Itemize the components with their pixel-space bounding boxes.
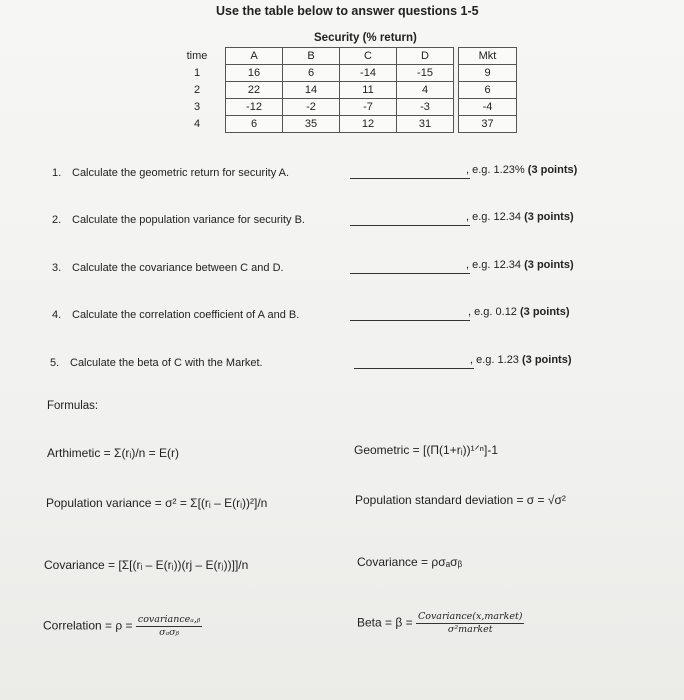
answer-blank-1[interactable] (350, 177, 470, 179)
beta-prefix: Beta = β = (357, 615, 413, 630)
answer-example-3 (466, 259, 574, 271)
answer-blank-4[interactable] (350, 319, 470, 321)
points-label: (3 points) (524, 259, 574, 271)
question-number: 4. (52, 309, 62, 321)
question-number: 1. (52, 167, 62, 179)
question-number: 2. (52, 214, 62, 226)
table-cell: 11 (340, 82, 397, 99)
answer-example-5 (470, 354, 572, 366)
column-header: D (397, 48, 454, 65)
returns-table (225, 47, 517, 133)
table-group-header: Security (% return) (314, 32, 417, 44)
table-cell: 4 (397, 82, 454, 99)
time-period: 2 (193, 84, 201, 96)
example-text: , e.g. 12.34 (466, 211, 522, 223)
example-text: , e.g. 12.34 (466, 259, 522, 271)
beta-numerator: Covariance(x,market) (417, 611, 523, 622)
answer-example-1 (466, 164, 577, 176)
table-cell: -7 (340, 99, 397, 116)
table-cell: -4 (459, 99, 517, 116)
table-header-row (226, 48, 517, 65)
answer-example-4 (468, 306, 570, 318)
example-text: , e.g. 1.23% (466, 164, 525, 176)
table-cell: 37 (459, 116, 517, 133)
beta-denominator: σ²market (447, 624, 493, 635)
table-cell: -3 (397, 99, 454, 116)
column-header: B (283, 48, 340, 65)
example-text: , e.g. 1.23 (470, 354, 519, 366)
table-cell: 6 (459, 82, 517, 99)
table-cell: 6 (226, 116, 283, 133)
formula-population-variance: Population variance = σ² = Σ[(rᵢ – E(rᵢ))²]/n (46, 496, 268, 510)
correlation-fraction (136, 614, 202, 639)
question-number: 5. (50, 357, 60, 369)
points-label: (3 points) (520, 306, 570, 318)
formula-beta (357, 611, 524, 636)
time-period: 1 (193, 67, 201, 79)
question-number: 3. (52, 262, 62, 274)
formula-population-sd: Population standard deviation = σ = √σ² (355, 493, 566, 507)
table-cell: 9 (459, 65, 517, 82)
question-text: Calculate the correlation coefficient of A and B. (72, 309, 300, 321)
question-4 (52, 309, 299, 321)
formula-covariance-2: Covariance = ρσₐσᵦ (357, 555, 463, 569)
column-header: C (340, 48, 397, 65)
table-cell: -15 (397, 65, 454, 82)
beta-fraction (416, 611, 525, 636)
correlation-numerator: covarianceₐ,ᵦ (137, 614, 201, 625)
formula-arithmetic: Arthimetic = Σ(rᵢ)/n = E(r) (47, 446, 179, 460)
answer-example-2 (466, 211, 574, 223)
answer-blank-3[interactable] (350, 272, 470, 274)
table-cell: 35 (283, 116, 340, 133)
table-row (226, 82, 517, 99)
table-cell: -12 (226, 99, 283, 116)
time-period: 4 (193, 118, 201, 130)
correlation-denominator: σₐσᵦ (159, 627, 180, 638)
example-text: , e.g. 0.12 (468, 306, 517, 318)
table-row (226, 116, 517, 133)
table-cell: -2 (283, 99, 340, 116)
question-text: Calculate the covariance between C and D. (72, 262, 284, 274)
formulas-heading: Formulas: (47, 400, 99, 412)
table-cell: 31 (397, 116, 454, 133)
page-title: Use the table below to answer questions 1-5 (216, 4, 479, 18)
formula-correlation (43, 614, 202, 639)
formula-geometric: Geometric = [(Π(1+rᵢ))¹ᐟⁿ]-1 (354, 443, 499, 457)
answer-blank-5[interactable] (354, 367, 474, 369)
points-label: (3 points) (524, 211, 574, 223)
question-text: Calculate the population variance for security B. (72, 214, 305, 226)
table-row (226, 99, 517, 116)
question-text: Calculate the beta of C with the Market. (70, 357, 263, 369)
column-header: Mkt (459, 48, 517, 65)
column-header: A (226, 48, 283, 65)
table-cell: 14 (283, 82, 340, 99)
time-label: time (186, 50, 208, 62)
question-text: Calculate the geometric return for security A. (72, 167, 290, 179)
points-label: (3 points) (527, 164, 578, 176)
answer-blank-2[interactable] (350, 224, 470, 226)
formula-covariance-1: Covariance = [Σ[(rᵢ – E(rᵢ))(rj – E(rⱼ))]]/n (44, 558, 249, 572)
correlation-prefix: Correlation = ρ = (43, 618, 133, 633)
table-row (226, 65, 517, 82)
question-1 (52, 167, 289, 179)
question-2 (52, 214, 305, 226)
question-3 (52, 262, 284, 274)
question-5 (50, 357, 263, 369)
points-label: (3 points) (522, 354, 572, 366)
table-cell: -14 (340, 65, 397, 82)
table-cell: 12 (340, 116, 397, 133)
time-column (180, 48, 214, 133)
table-cell: 22 (226, 82, 283, 99)
time-period: 3 (193, 101, 201, 113)
table-cell: 16 (226, 65, 283, 82)
table-cell: 6 (283, 65, 340, 82)
